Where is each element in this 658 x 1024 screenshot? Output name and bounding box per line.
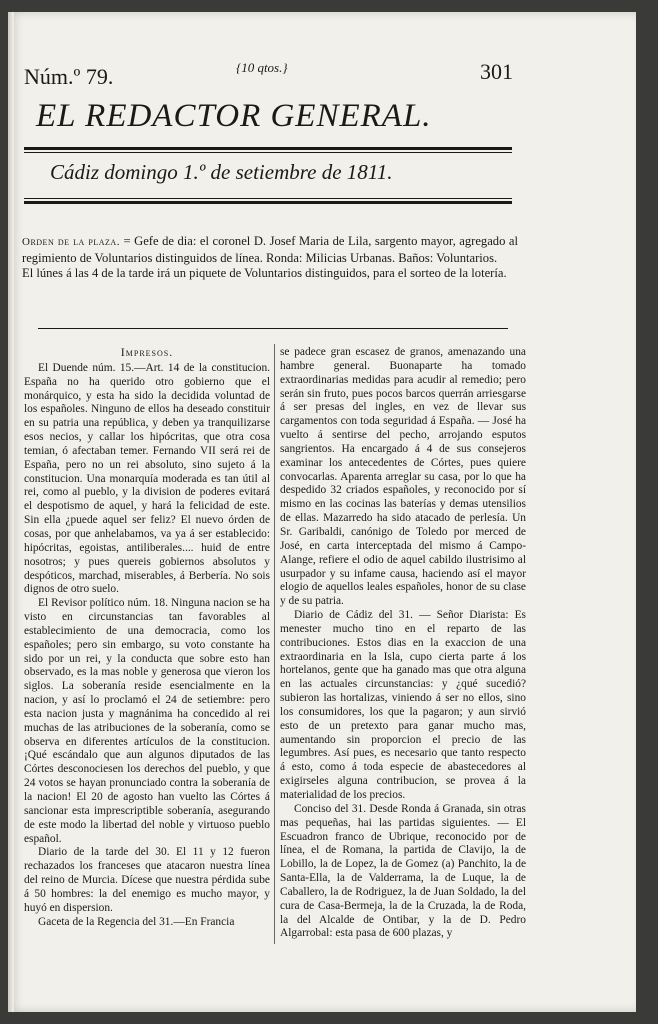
notice-heading: Orden de la plaza. [22,236,120,248]
article-paragraph: Gaceta de la Regencia del 31.—En Francia [38,915,235,928]
right-column [280,346,526,941]
newspaper-title: EL REDACTOR GENERAL. [36,98,432,134]
section-divider [38,328,508,329]
notice-body: = Gefe de dia: el coronel D. Josef Maria de Lila, sargento mayor, agregado al regimiento de Voluntarios distinguidos de línea. Ronda: Milicias Urbanas. Baños: Voluntarios. [22,234,518,265]
plaza-notice [22,234,518,282]
issue-number: Núm.º 79. [24,64,114,89]
article-paragraph: Conciso del 31. Desde Ronda á Granada, sin otras mas pequeñas, hai las partidas siguientes. — El Escuadron franco de Ubrique, reconocido por de línea, el de Romana, la partida de Clavijo, la de Lobillo, la de Lopez, la de Gomez (a) Panchito, la de Santa-Ella, la de Valderrama, la de Luque, la de Caballero, la de Rodriguez, la de Juan Soldado, la del cura de Casa-Bermeja, la de la Cruzada, la de Roda, la del Alcalde de Ontibar, y la de D. Pedro Algarrobal: esta pasa de 600 plazas, y [280,802,526,940]
notice-body-2: El lúnes á las 4 de la tarde irá un piquete de Voluntarios distinguidos, para el sorteo de la lotería. [22,266,507,281]
dateline-rule-thin [24,198,512,199]
article-paragraph: El Duende núm. 15.—Art. 14 de la constitucion. España no ha querido otro gobierno que el monárquico, y esta ha sido la decidida voluntad de los españoles. Ninguno de ellos ha deseado constituir en su patria una república, y deben ya tranquilizarse esos necios, y callar los hipócritas, que otra cosa temian, ó afectaban temer. Fernando VII será rei de España, pero no un rei absoluto, sino sujeto á la constitucion. Una monarquía moderada es tan útil al rei, como al pueblo, y la division de poderes evitará el despotismo de aquel, y hará la felicidad de este. Sin ella ¿puede aquel ser feliz? El nuevo órden de cosas, por que anhelabamos, va ya á ser establecido: hipócritas, egoistas, antiliberales.... huid de entre nosotros; y pues quereis gobiernos absolutos y despóticos, marchad, miserables, á Berbería. No sois dignos de otro suelo. [24,361,270,596]
section-heading-impresos: Impresos. [120,345,174,359]
page-number: 301 [480,59,513,84]
column-divider [274,344,275,944]
masthead-rule-top [24,147,512,150]
issue-price: {10 qtos.} [236,60,288,75]
left-column [24,346,270,929]
masthead-rule-top-thin [24,152,512,153]
article-paragraph: Diario de Cádiz del 31. — Señor Diarista: Es menester mucho tino en el reparto de las contribuciones. Estos dias en la exaccion de una extraordinaria en la Isla, cupo cierta parte á los hortelanos, gente que ha ganado mas que otra alguna en las actuales circunstancias: y ¿qué sucedió? subieron las hortalizas, viniendo á ser no ellos, sino los consumidores, los que la pagaron; y aun sirvió esto de un pretexto para ganar mucho mas, aumentando sin proporcion el precio de las legumbres. Así pues, es necesario que tanto respecto á esto, como á toda especie de abastecedores al exigirseles alguna contribucion, se provea á la materialidad de los precios. [280,609,526,801]
article-paragraph: El Revisor político núm. 18. Ninguna nacion se ha visto en circunstancias tan favorables al establecimiento de una democracia, como los españoles; pero sin embargo, su voto constante ha sido por un rei, y la conducta que sobre esto han observado, es la mas noble y generosa que vieron los siglos. La soberanía reside esencialmente en la nacion, y así lo proclamó el 24 de setiembre: pero esta nacion justa y magnánima ha concedido al rei muchas de las atribuciones de la soberanía, como se observa en diferentes artículos de la constitucion. ¡Qué escándalo que aun algunos diputados de las Córtes desconociesen los derechos del pueblo, y que 24 votos se hayan pronunciado contra la soberanía de la nacion! El 20 de agosto han vuelto las Córtes á sancionar esta imprescriptible soberanía, asegurando de este modo la libertad del noble y virtuoso pueblo español. [24,597,270,845]
newspaper-page [8,12,636,1012]
article-paragraph: Diario de la tarde del 30. El 11 y 12 fueron rechazados los franceses que atacaron nuestra línea del reino de Murcia. Dícese que nuestra pérdida sube á 50 hombres: la del enemigo es mucho mayor, y huyó en dispersion. [24,846,270,914]
page-edge-shadow [8,12,14,1012]
dateline: Cádiz domingo 1.º de setiembre de 1811. [50,160,393,184]
article-paragraph: se padece gran escasez de granos, amenazando una hambre general. Buonaparte ha tomado extraordinarias medidas para acudir al remedio; pero serán sin fruto, pues pocos barcos querrán arriesgarse á ser presas del ingles, en vez de llevar sus cargamentos con toda seguridad á España. — José ha vuelto á sentirse del pecho, arrojando esputos sangrientos. Ha encargado á 4 de sus consejeros examinar los antecedentes de Córtes, pues quiere convocarlas. Aparenta arreglar su casa, por lo que ha despedido 32 criados españoles, y reconocido por sí mismo en las cocinas las baterías y demas utensilios de ellas. Mazarredo ha sido atacado de perlesía. Un Sr. Garibaldi, canónigo de Toledo por merced de José, en carta interceptada del mismo á Campo-Alange, refiere el odio de aquel cabildo ilustrisimo al usurpador y su infame causa, haciendo así el mayor elogio de aquellos leales españoles, honor de su clase y de su patria. [280,346,526,608]
dateline-rule-thick [24,201,512,204]
